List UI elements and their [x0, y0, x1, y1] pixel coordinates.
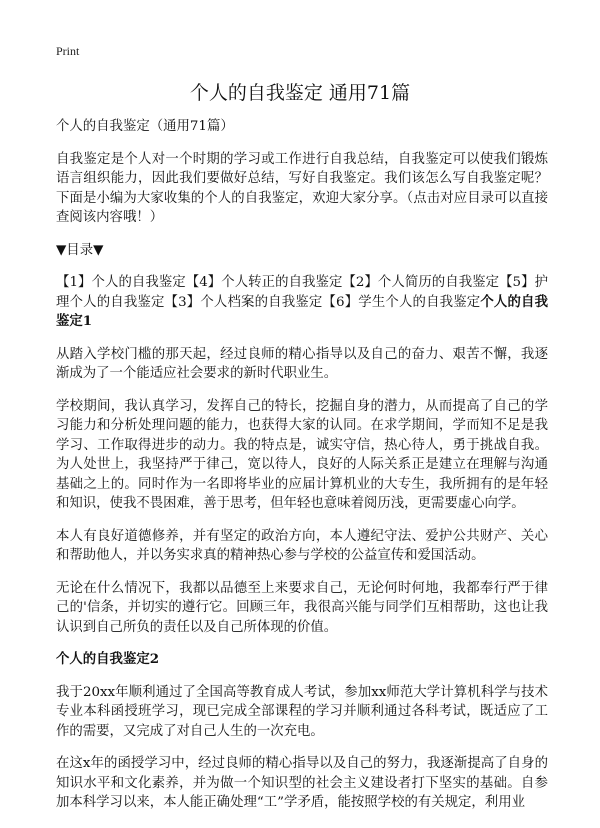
intro-paragraph: 自我鉴定是个人对一个时期的学习或工作进行自我总结，自我鉴定可以使我们锻炼语言组织能力，因此我们要做好总结，写好自我鉴定。我们该怎么写自我鉴定呢？下面是小编为大家收集的个人的自我鉴定，欢迎大家分享。（点击对应目录可以直接查阅该内容哦！）	[56, 151, 548, 225]
section-2-paragraph-1: 我于20xx年顺利通过了全国高等教育成人考试，参加xx师范大学计算机科学与技术专业本科函授班学习，现已完成全部课程的学习并顺利通过各科考试，既适应了工作的需要，又完成了对自己人生的一次充电。	[56, 684, 548, 739]
document-subtitle: 个人的自我鉴定（通用71篇）	[56, 119, 234, 134]
section-1-heading: 个人的自我鉴定1	[56, 293, 548, 329]
toc-label: ▼目录▼	[56, 242, 104, 258]
print-label[interactable]: Print	[56, 44, 80, 58]
toc-links[interactable]	[56, 273, 548, 332]
document-body	[56, 117, 548, 826]
section-2-paragraph-2: 在这x年的函授学习中，经过良师的精心指导以及自己的努力，我逐渐提高了自身的知识水平和文化素养，并为做一个知识型的社会主义建设者打下坚实的基础。自参加本科学习以来，本人能正确处理“工”学矛盾，能按照学校的有关规定，利用业	[56, 756, 548, 810]
toc-text[interactable]: 【1】个人的自我鉴定【4】个人转正的自我鉴定【2】个人简历的自我鉴定【5】护理个人的自我鉴定【3】个人档案的自我鉴定【6】学生个人的自我鉴定	[56, 275, 548, 310]
section-1-paragraph-2: 学校期间，我认真学习，发挥自己的特长，挖掘自身的潜力，从而提高了自己的学习能力和分析处理问题的能力，也获得大家的认同。在求学期间，学而知不足是我学习、工作取得进步的动力。我的特点是，诚实守信，热心待人，勇于挑战自我。为人处世上，我坚持严于律己，宽以待人，良好的人际关系正是建立在理解与沟通基础之上的。同时作为一名即将毕业的应届计算机业的大专生，我所拥有的是年轻和知识，使我不畏困难，善于思考，但年轻也意味着阅历浅，更需要虚心向学。	[56, 398, 548, 511]
page-title: 个人的自我鉴定 通用71篇	[189, 82, 411, 104]
section-1-paragraph-1: 从踏入学校门槛的那天起，经过良师的精心指导以及自己的奋力、艰苦不懈，我逐渐成为了一个能适应社会要求的新时代职业生。	[56, 346, 548, 381]
section-1-paragraph-3: 本人有良好道德修养，并有坚定的政治方向，本人遵纪守法、爱护公共财产、关心和帮助他人，并以务实求真的精神热心参与学校的公益宣传和爱国活动。	[56, 528, 548, 563]
section-2-heading: 个人的自我鉴定2	[56, 651, 160, 667]
section-1-paragraph-4: 无论在什么情况下，我都以品德至上来要求自己，无论何时何地，我都奉行严于律己的'信条，并切实的遵行它。回顾三年，我很高兴能与同学们互相帮助，这也让我认识到自己所负的责任以及自己所体现的价值。	[56, 580, 548, 635]
